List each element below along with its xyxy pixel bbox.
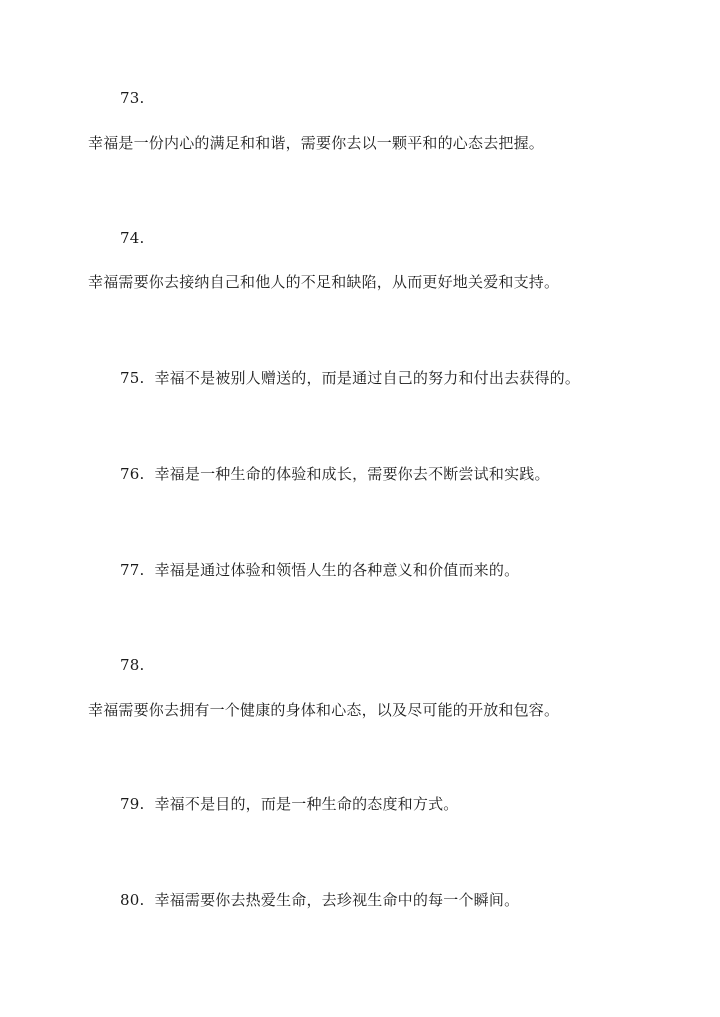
- entry-79: [120, 797, 458, 812]
- entry-75-text: 幸福不是被别人赠送的，而是通过自己的努力和付出去获得的。: [154, 369, 581, 387]
- entry-76-text: 幸福是一种生命的体验和成长，需要你去不断尝试和实践。: [154, 465, 550, 483]
- entry-80-text: 幸福需要你去热爱生命，去珍视生命中的每一个瞬间。: [154, 891, 520, 909]
- entry-80: [120, 893, 519, 908]
- entry-78-text: 幸福需要你去拥有一个健康的身体和心态，以及尽可能的开放和包容。: [88, 701, 560, 719]
- entry-75-number: 75.: [120, 369, 145, 387]
- entry-75: [120, 371, 580, 386]
- entry-73-text: 幸福是一份内心的满足和和谐，需要你去以一颗平和的心态去把握。: [88, 134, 545, 152]
- entry-74-number: 74.: [120, 229, 145, 247]
- entry-77: [120, 563, 519, 578]
- entry-80-number: 80.: [120, 891, 145, 909]
- entry-77-text: 幸福是通过体验和领悟人生的各种意义和价值而来的。: [154, 561, 520, 579]
- entry-77-number: 77.: [120, 561, 145, 579]
- entry-73-number: 73.: [120, 89, 145, 107]
- entry-76: [120, 467, 550, 482]
- entry-76-number: 76.: [120, 465, 145, 483]
- entry-78-number: 78.: [120, 656, 145, 674]
- entry-79-number: 79.: [120, 795, 145, 813]
- entry-74-text: 幸福需要你去接纳自己和他人的不足和缺陷，从而更好地关爱和支持。: [88, 273, 560, 291]
- entry-79-text: 幸福不是目的，而是一种生命的态度和方式。: [154, 795, 459, 813]
